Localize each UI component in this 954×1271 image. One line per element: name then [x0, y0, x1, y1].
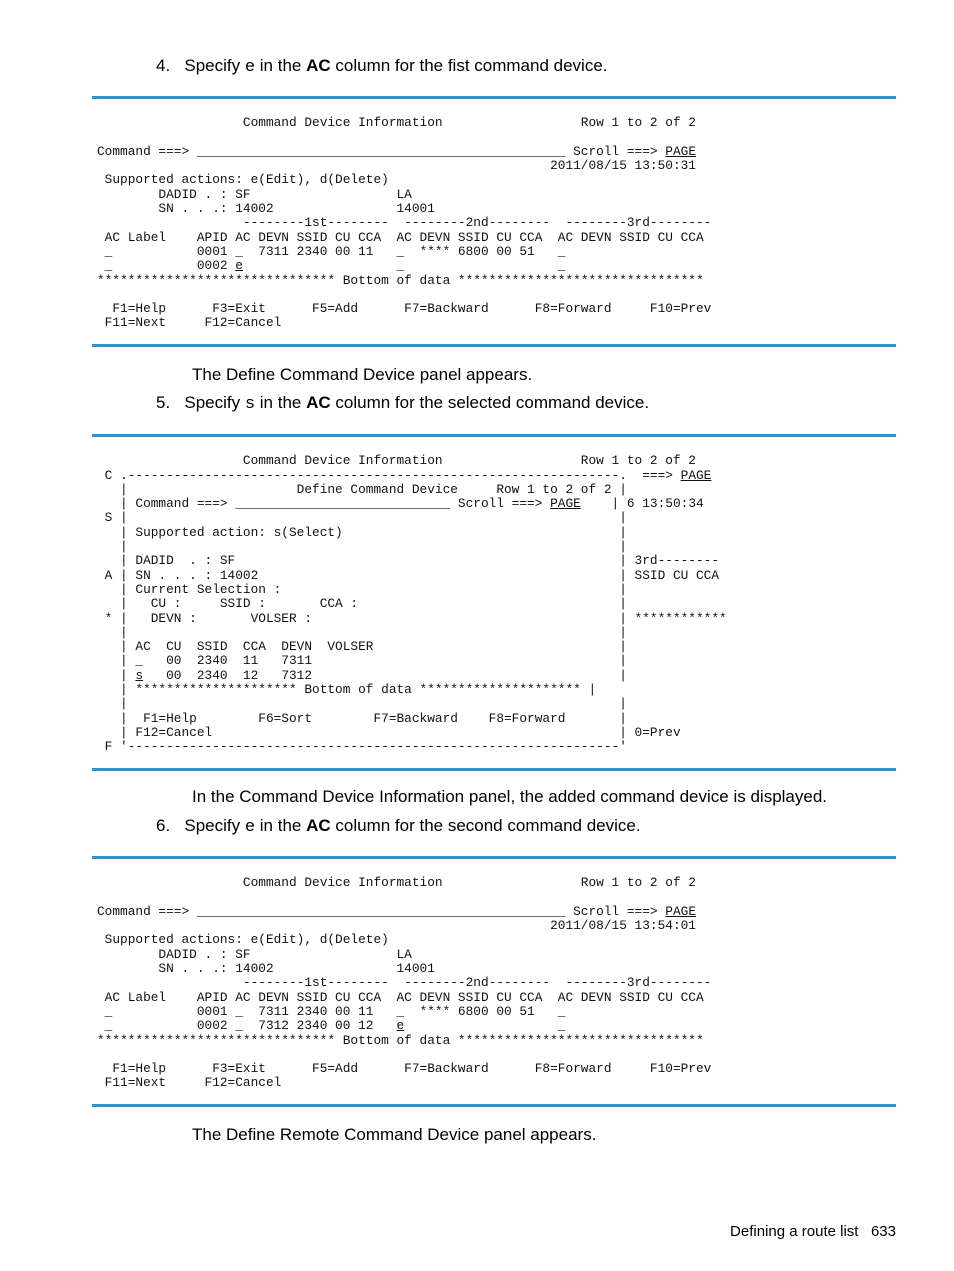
- terminal-line: | Current Selection : |: [97, 581, 627, 597]
- terminal-line: ******************************* Bottom of data ********************************: [97, 272, 704, 288]
- terminal-line: | |: [97, 539, 627, 555]
- note-1: The Define Command Device panel appears.: [192, 365, 533, 384]
- step-text: Specify: [184, 393, 245, 412]
- terminal-line: ******************************* Bottom of data ********************************: [97, 1032, 704, 1048]
- terminal-line: Command ===> ________________________________________________ Scroll ===> PAGE: [97, 143, 696, 159]
- terminal-line: _ 0002 _ 7312 2340 00 12 e _: [97, 1018, 566, 1034]
- terminal-line: | ********************* Bottom of data ********************* |: [97, 682, 597, 698]
- terminal-line: SN . . .: 14002 14001: [97, 201, 435, 217]
- step-bold: AC: [306, 56, 331, 75]
- terminal-line: | |: [97, 624, 627, 640]
- step-4: [156, 56, 608, 78]
- terminal-line: | Define Command Device Row 1 to 2 of 2 |: [97, 481, 627, 497]
- terminal-line: | Supported action: s(Select) |: [97, 524, 627, 540]
- step-number: 4.: [156, 56, 171, 75]
- terminal-line: F11=Next F12=Cancel: [97, 315, 282, 331]
- terminal-line: | |: [97, 696, 627, 712]
- step-text: column for the fist command device.: [330, 56, 608, 75]
- terminal-line: F1=Help F3=Exit F5=Add F7=Backward F8=Forward F10=Prev: [97, 1061, 712, 1077]
- step-code: e: [244, 58, 256, 77]
- note-2: In the Command Device Information panel, the added command device is displayed.: [192, 787, 828, 806]
- terminal-line: A | SN . . . : 14002 | SSID CU CCA: [97, 567, 720, 583]
- terminal-line: S | |: [97, 510, 627, 526]
- terminal-line: --------1st-------- --------2nd-------- --------3rd--------: [97, 975, 712, 991]
- step-text: in the: [255, 56, 307, 75]
- terminal-line: _ 0002 e _ _: [97, 258, 566, 274]
- terminal-panel-2: [92, 434, 896, 771]
- step-text: column for the selected command device.: [330, 393, 650, 412]
- terminal-line: DADID . : SF LA: [97, 946, 412, 962]
- step-code: e: [244, 818, 256, 837]
- terminal-line: Command Device Information Row 1 to 2 of 2: [97, 115, 696, 131]
- step-number: 5.: [156, 393, 171, 412]
- terminal-line: 2011/08/15 13:50:31: [97, 158, 696, 174]
- terminal-line: Command Device Information Row 1 to 2 of 2: [97, 875, 696, 891]
- step-6: [156, 816, 641, 838]
- page-number: 633: [870, 1223, 896, 1240]
- terminal-line: | CU : SSID : CCA : |: [97, 596, 627, 612]
- terminal-line: DADID . : SF LA: [97, 186, 412, 202]
- terminal-line: SN . . .: 14002 14001: [97, 961, 435, 977]
- step-bold: AC: [306, 393, 331, 412]
- step-text: column for the second command device.: [330, 816, 641, 835]
- page-footer: [730, 1223, 896, 1240]
- terminal-screen: [97, 440, 727, 755]
- terminal-line: --------1st-------- --------2nd-------- --------3rd--------: [97, 215, 712, 231]
- terminal-line: | Command ===> ____________________________ Scroll ===> PAGE | 6 13:50:34: [97, 496, 704, 512]
- step-5: [156, 393, 649, 415]
- step-number: 6.: [156, 816, 171, 835]
- terminal-line: 2011/08/15 13:54:01: [97, 918, 696, 934]
- terminal-line: C .----------------------------------------------------------------. ===> PAGE: [97, 467, 712, 483]
- step-text: in the: [255, 393, 307, 412]
- terminal-line: | s 00 2340 12 7312 |: [97, 667, 627, 683]
- terminal-line: * | DEVN : VOLSER : | ************: [97, 610, 727, 626]
- terminal-line: | DADID . : SF | 3rd--------: [97, 553, 720, 569]
- terminal-line: _ 0001 _ 7311 2340 00 11 _ **** 6800 00 51 _: [97, 1003, 566, 1019]
- terminal-line: | F1=Help F6=Sort F7=Backward F8=Forward |: [97, 710, 627, 726]
- terminal-line: | AC CU SSID CCA DEVN VOLSER |: [97, 639, 627, 655]
- terminal-line: Supported actions: e(Edit), d(Delete): [97, 172, 389, 188]
- step-bold: AC: [306, 816, 331, 835]
- step-code: s: [244, 395, 256, 414]
- step-text: Specify: [184, 56, 245, 75]
- terminal-line: AC Label APID AC DEVN SSID CU CCA AC DEVN SSID CU CCA AC DEVN SSID CU CCA: [97, 229, 704, 245]
- step-text: Specify: [184, 816, 245, 835]
- terminal-line: _ 0001 _ 7311 2340 00 11 _ **** 6800 00 51 _: [97, 243, 566, 259]
- terminal-line: | F12=Cancel | 0=Prev: [97, 724, 681, 740]
- footer-section: Defining a route list: [730, 1223, 859, 1240]
- terminal-line: F1=Help F3=Exit F5=Add F7=Backward F8=Forward F10=Prev: [97, 301, 712, 317]
- terminal-screen: [97, 862, 711, 1091]
- terminal-line: Supported actions: e(Edit), d(Delete): [97, 932, 389, 948]
- step-text: in the: [255, 816, 307, 835]
- terminal-line: F '----------------------------------------------------------------': [97, 739, 627, 755]
- terminal-line: Command Device Information Row 1 to 2 of 2: [97, 453, 696, 469]
- terminal-line: AC Label APID AC DEVN SSID CU CCA AC DEVN SSID CU CCA AC DEVN SSID CU CCA: [97, 989, 704, 1005]
- terminal-screen: [97, 102, 711, 331]
- terminal-line: F11=Next F12=Cancel: [97, 1075, 282, 1091]
- note-3: The Define Remote Command Device panel appears.: [192, 1125, 597, 1144]
- terminal-line: | _ 00 2340 11 7311 |: [97, 653, 627, 669]
- terminal-line: Command ===> ________________________________________________ Scroll ===> PAGE: [97, 903, 696, 919]
- terminal-panel-3: [92, 856, 896, 1107]
- terminal-panel-1: [92, 96, 896, 347]
